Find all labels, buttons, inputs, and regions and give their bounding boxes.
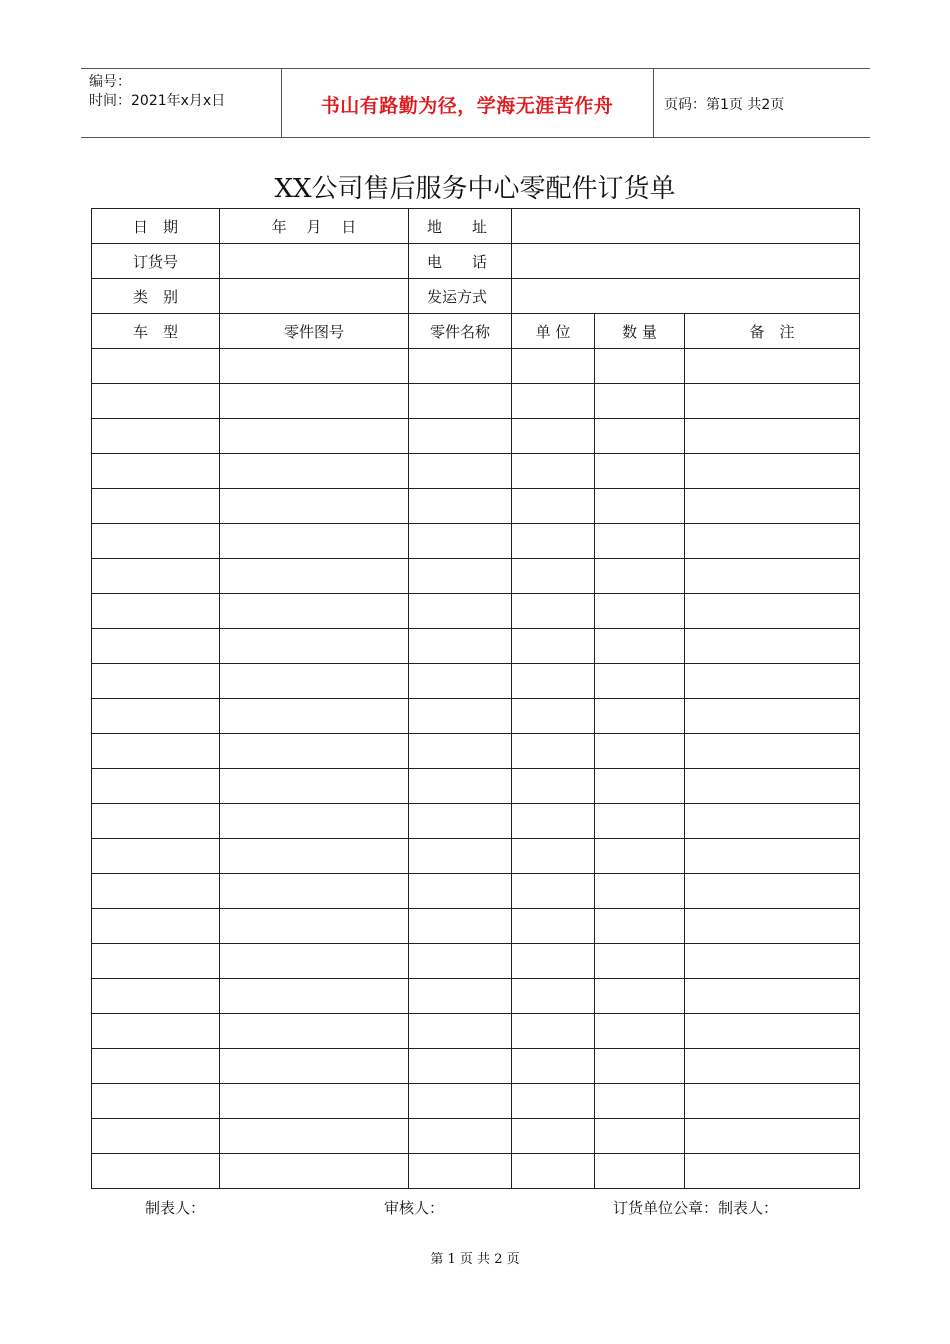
table-cell[interactable] [220, 769, 409, 804]
table-cell[interactable] [685, 699, 860, 734]
table-cell[interactable] [409, 489, 512, 524]
col-header-part-drawing-no: 零件图号 [220, 314, 409, 349]
table-cell[interactable] [685, 559, 860, 594]
table-cell[interactable] [595, 594, 685, 629]
table-cell[interactable] [409, 664, 512, 699]
table-cell[interactable] [512, 664, 595, 699]
table-cell[interactable] [595, 699, 685, 734]
table-row [92, 769, 860, 804]
order-form-table [91, 208, 860, 1189]
phone-value[interactable] [512, 244, 860, 279]
table-cell[interactable] [92, 944, 220, 979]
table-cell[interactable] [220, 804, 409, 839]
table-row [92, 979, 860, 1014]
table-cell[interactable] [595, 629, 685, 664]
table-cell[interactable] [685, 979, 860, 1014]
shipping-label: 发运方式 [409, 279, 512, 314]
table-cell[interactable] [220, 454, 409, 489]
table-row [92, 804, 860, 839]
table-cell[interactable] [685, 769, 860, 804]
table-row [92, 699, 860, 734]
table-cell[interactable] [512, 909, 595, 944]
table-cell[interactable] [595, 419, 685, 454]
header-meta [89, 73, 225, 111]
table-cell[interactable] [595, 1084, 685, 1119]
table-row [92, 594, 860, 629]
table-cell[interactable] [595, 559, 685, 594]
header-divider [653, 69, 654, 137]
table-cell[interactable] [595, 734, 685, 769]
table-cell[interactable] [220, 1049, 409, 1084]
order-no-value[interactable] [220, 244, 409, 279]
table-cell[interactable] [685, 384, 860, 419]
table-cell[interactable] [220, 1119, 409, 1154]
table-cell[interactable] [512, 594, 595, 629]
table-cell[interactable] [92, 909, 220, 944]
table-cell[interactable] [92, 734, 220, 769]
table-cell[interactable] [92, 594, 220, 629]
table-cell[interactable] [685, 594, 860, 629]
table-cell[interactable] [92, 874, 220, 909]
table-cell[interactable] [92, 804, 220, 839]
code-label: 编号： [89, 74, 131, 90]
table-cell[interactable] [220, 979, 409, 1014]
table-cell[interactable] [512, 804, 595, 839]
header-page-info: 页码：第1页 共2页 [664, 97, 785, 113]
table-cell[interactable] [409, 769, 512, 804]
table-row [92, 489, 860, 524]
table-cell[interactable] [92, 979, 220, 1014]
table-row [92, 419, 860, 454]
table-cell[interactable] [595, 1014, 685, 1049]
table-cell[interactable] [512, 419, 595, 454]
table-cell[interactable] [220, 349, 409, 384]
col-header-remarks: 备 注 [685, 314, 860, 349]
table-cell[interactable] [92, 349, 220, 384]
table-row [92, 454, 860, 489]
table-cell[interactable] [409, 699, 512, 734]
date-value[interactable]: 年 月 日 [220, 209, 409, 244]
table-cell[interactable] [512, 489, 595, 524]
shipping-value[interactable] [512, 279, 860, 314]
table-cell[interactable] [220, 874, 409, 909]
category-label: 类 别 [92, 279, 220, 314]
table-cell[interactable] [409, 874, 512, 909]
table-cell[interactable] [685, 454, 860, 489]
table-cell[interactable] [512, 874, 595, 909]
table-row [92, 839, 860, 874]
table-row [92, 909, 860, 944]
date-label: 日 期 [92, 209, 220, 244]
table-cell[interactable] [512, 699, 595, 734]
table-row [92, 384, 860, 419]
table-cell[interactable] [220, 699, 409, 734]
table-row [92, 524, 860, 559]
table-cell[interactable] [685, 1049, 860, 1084]
address-label: 地 址 [409, 209, 512, 244]
footer-reviewer-label: 审核人： [384, 1199, 445, 1217]
table-row [92, 349, 860, 384]
table-cell[interactable] [595, 384, 685, 419]
table-cell[interactable] [409, 909, 512, 944]
footer-seal-label: 订货单位公章：制表人： [613, 1199, 779, 1217]
table-cell[interactable] [409, 419, 512, 454]
table-cell[interactable] [92, 1119, 220, 1154]
table-cell[interactable] [409, 629, 512, 664]
table-cell[interactable] [512, 1154, 595, 1189]
table-cell[interactable] [409, 734, 512, 769]
table-cell[interactable] [409, 839, 512, 874]
table-cell[interactable] [685, 489, 860, 524]
table-cell[interactable] [409, 1084, 512, 1119]
table-row [92, 629, 860, 664]
table-cell[interactable] [595, 1049, 685, 1084]
table-cell[interactable] [685, 1119, 860, 1154]
table-row [92, 1119, 860, 1154]
table-row [92, 1014, 860, 1049]
table-row [92, 874, 860, 909]
table-cell[interactable] [220, 839, 409, 874]
table-cell[interactable] [92, 419, 220, 454]
table-cell[interactable] [409, 804, 512, 839]
table-row [92, 1049, 860, 1084]
table-cell[interactable] [595, 524, 685, 559]
table-cell[interactable] [595, 489, 685, 524]
page-number: 第 1 页 共 2 页 [430, 1252, 520, 1267]
table-cell[interactable] [512, 454, 595, 489]
table-cell[interactable] [409, 1119, 512, 1154]
address-value[interactable] [512, 209, 860, 244]
table-cell[interactable] [512, 524, 595, 559]
table-cell[interactable] [220, 559, 409, 594]
table-row [92, 1084, 860, 1119]
table-cell[interactable] [409, 384, 512, 419]
table-cell[interactable] [512, 769, 595, 804]
document-header [81, 68, 870, 138]
table-cell[interactable] [685, 664, 860, 699]
table-cell[interactable] [595, 769, 685, 804]
table-cell[interactable] [92, 384, 220, 419]
category-value[interactable] [220, 279, 409, 314]
table-cell[interactable] [92, 629, 220, 664]
table-cell[interactable] [409, 979, 512, 1014]
table-row [92, 734, 860, 769]
table-cell[interactable] [512, 839, 595, 874]
column-header-row [92, 314, 860, 349]
table-cell[interactable] [92, 1014, 220, 1049]
table-cell[interactable] [685, 629, 860, 664]
table-cell[interactable] [220, 1014, 409, 1049]
table-cell[interactable] [685, 1084, 860, 1119]
table-cell[interactable] [595, 979, 685, 1014]
table-cell[interactable] [92, 454, 220, 489]
table-cell[interactable] [595, 839, 685, 874]
table-cell[interactable] [220, 524, 409, 559]
table-cell[interactable] [685, 1154, 860, 1189]
footer-maker-label: 制表人： [145, 1199, 206, 1217]
table-cell[interactable] [685, 909, 860, 944]
table-cell[interactable] [512, 1049, 595, 1084]
table-cell[interactable] [512, 1119, 595, 1154]
table-cell[interactable] [595, 454, 685, 489]
table-cell[interactable] [92, 699, 220, 734]
table-cell[interactable] [409, 594, 512, 629]
table-row [92, 1154, 860, 1189]
col-header-quantity: 数 量 [595, 314, 685, 349]
table-cell[interactable] [685, 1014, 860, 1049]
table-cell[interactable] [512, 629, 595, 664]
table-cell[interactable] [92, 664, 220, 699]
header-motto: 书山有路勤为径，学海无涯苦作舟 [320, 95, 614, 117]
table-cell[interactable] [92, 769, 220, 804]
col-header-unit: 单 位 [512, 314, 595, 349]
table-cell[interactable] [92, 559, 220, 594]
table-cell[interactable] [409, 944, 512, 979]
table-cell[interactable] [409, 349, 512, 384]
table-cell[interactable] [92, 839, 220, 874]
table-cell[interactable] [220, 1154, 409, 1189]
table-cell[interactable] [220, 594, 409, 629]
table-cell[interactable] [92, 1084, 220, 1119]
table-cell[interactable] [595, 349, 685, 384]
table-cell[interactable] [220, 629, 409, 664]
table-cell[interactable] [409, 1049, 512, 1084]
table-cell[interactable] [220, 489, 409, 524]
table-cell[interactable] [220, 734, 409, 769]
table-cell[interactable] [512, 944, 595, 979]
table-cell[interactable] [92, 489, 220, 524]
table-cell[interactable] [595, 804, 685, 839]
table-cell[interactable] [92, 1049, 220, 1084]
col-header-vehicle-model: 车 型 [92, 314, 220, 349]
order-no-label: 订货号 [92, 244, 220, 279]
table-cell[interactable] [512, 979, 595, 1014]
table-cell[interactable] [595, 1119, 685, 1154]
table-cell[interactable] [685, 804, 860, 839]
table-cell[interactable] [512, 1014, 595, 1049]
table-cell[interactable] [512, 734, 595, 769]
table-cell[interactable] [685, 734, 860, 769]
info-row-date [92, 209, 860, 244]
table-cell[interactable] [220, 909, 409, 944]
phone-label: 电 话 [409, 244, 512, 279]
col-header-part-name: 零件名称 [409, 314, 512, 349]
table-cell[interactable] [512, 349, 595, 384]
table-cell[interactable] [220, 384, 409, 419]
table-cell[interactable] [409, 524, 512, 559]
table-row [92, 559, 860, 594]
table-cell[interactable] [220, 1084, 409, 1119]
table-cell[interactable] [685, 874, 860, 909]
table-cell[interactable] [512, 559, 595, 594]
table-cell[interactable] [685, 349, 860, 384]
table-cell[interactable] [685, 839, 860, 874]
table-cell[interactable] [409, 1154, 512, 1189]
table-cell[interactable] [220, 944, 409, 979]
table-cell[interactable] [685, 944, 860, 979]
table-cell[interactable] [409, 454, 512, 489]
table-cell[interactable] [409, 559, 512, 594]
table-cell[interactable] [595, 874, 685, 909]
table-cell[interactable] [512, 1084, 595, 1119]
table-cell[interactable] [409, 1014, 512, 1049]
table-cell[interactable] [595, 1154, 685, 1189]
table-cell[interactable] [685, 419, 860, 454]
table-cell[interactable] [685, 524, 860, 559]
page-title: XX公司售后服务中心零配件订货单 [274, 174, 676, 204]
table-cell[interactable] [595, 944, 685, 979]
table-cell[interactable] [595, 909, 685, 944]
table-row [92, 944, 860, 979]
table-row [92, 664, 860, 699]
info-row-order-no [92, 244, 860, 279]
table-cell[interactable] [92, 524, 220, 559]
table-cell[interactable] [512, 384, 595, 419]
table-cell[interactable] [92, 1154, 220, 1189]
table-cell[interactable] [220, 419, 409, 454]
info-row-category [92, 279, 860, 314]
table-cell[interactable] [595, 664, 685, 699]
time-label: 时间：2021年x月x日 [89, 93, 226, 109]
table-cell[interactable] [220, 664, 409, 699]
